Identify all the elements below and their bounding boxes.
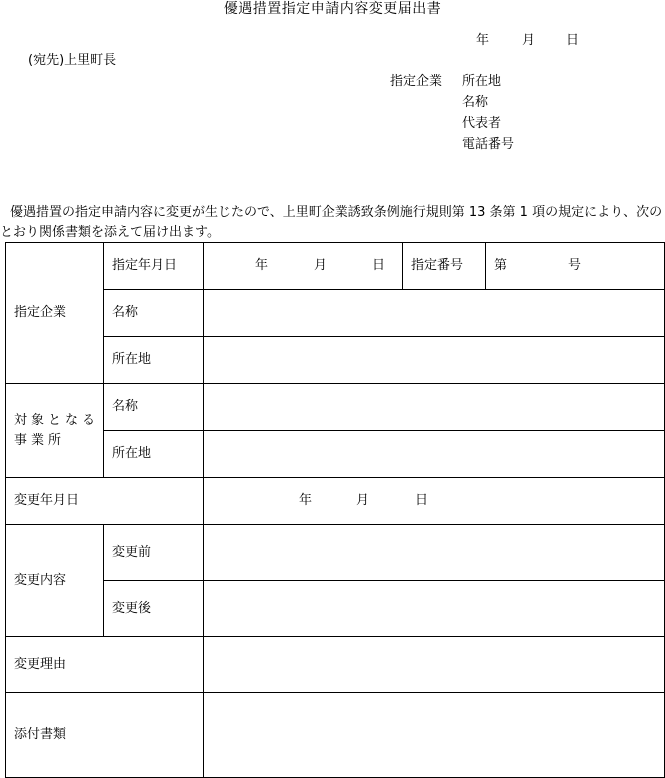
before-change-field[interactable] <box>204 525 665 581</box>
applicant-label: 指定企業 <box>390 74 443 89</box>
designated-company-header: 指定企業 <box>6 243 104 384</box>
company-location-field[interactable] <box>204 337 665 384</box>
designation-number-label: 指定番号 <box>403 243 486 290</box>
after-change-field[interactable] <box>204 581 665 637</box>
attachments-row <box>6 693 665 778</box>
office-name-field[interactable] <box>204 384 665 431</box>
company-name-field[interactable] <box>204 290 665 337</box>
company-location-label: 所在地 <box>104 337 204 384</box>
change-date-month: 月 <box>356 493 370 508</box>
office-name-label: 名称 <box>104 384 204 431</box>
applicant-phone-label: 電話番号 <box>462 137 515 152</box>
designation-date-label: 指定年月日 <box>104 243 204 290</box>
designation-date-field[interactable] <box>204 243 403 290</box>
target-office-header: 対象となる事業所 <box>6 384 104 478</box>
change-content-header: 変更内容 <box>6 525 104 637</box>
change-date-day: 日 <box>415 493 429 508</box>
designation-number-field[interactable] <box>486 243 665 290</box>
designation-row <box>6 243 665 290</box>
applicant-location-label: 所在地 <box>462 74 502 89</box>
after-change-label: 変更後 <box>104 581 204 637</box>
designation-date-month: 月 <box>314 258 328 273</box>
after-change-row <box>6 581 665 637</box>
submission-date-month: 月 <box>522 33 536 48</box>
change-date-label: 変更年月日 <box>6 478 204 525</box>
designation-number-suffix: 号 <box>568 258 582 273</box>
designation-date-year: 年 <box>255 258 269 273</box>
company-location-row <box>6 337 665 384</box>
designation-date-day: 日 <box>372 258 386 273</box>
before-change-label: 変更前 <box>104 525 204 581</box>
change-reason-field[interactable] <box>204 637 665 693</box>
change-date-field[interactable] <box>204 478 665 525</box>
submission-date-year: 年 <box>476 33 490 48</box>
applicant-name-label: 名称 <box>462 95 489 110</box>
applicant-representative-label: 代表者 <box>462 116 502 131</box>
change-date-row <box>6 478 665 525</box>
document-title: 優遇措置指定申請内容変更届出書 <box>223 1 442 17</box>
addressee: (宛先)上里町長 <box>28 53 117 68</box>
attachments-field[interactable] <box>204 693 665 778</box>
change-notification-form <box>5 242 665 778</box>
change-reason-row <box>6 637 665 693</box>
designation-number-prefix: 第 <box>494 258 508 273</box>
submission-date-day: 日 <box>566 33 580 48</box>
company-name-row <box>6 290 665 337</box>
before-change-row <box>6 525 665 581</box>
company-name-label: 名称 <box>104 290 204 337</box>
office-name-row <box>6 384 665 431</box>
office-location-row <box>6 431 665 478</box>
intro-paragraph: 優遇措置の指定申請内容に変更が生じたので、上里町企業誘致条例施行規則第 13 条第 1 項の規定により、次のとおり関係書類を添えて届け出ます。 <box>0 205 663 240</box>
change-date-year: 年 <box>299 493 313 508</box>
change-reason-label: 変更理由 <box>6 637 204 693</box>
attachments-label: 添付書類 <box>6 693 204 778</box>
office-location-label: 所在地 <box>104 431 204 478</box>
office-location-field[interactable] <box>204 431 665 478</box>
